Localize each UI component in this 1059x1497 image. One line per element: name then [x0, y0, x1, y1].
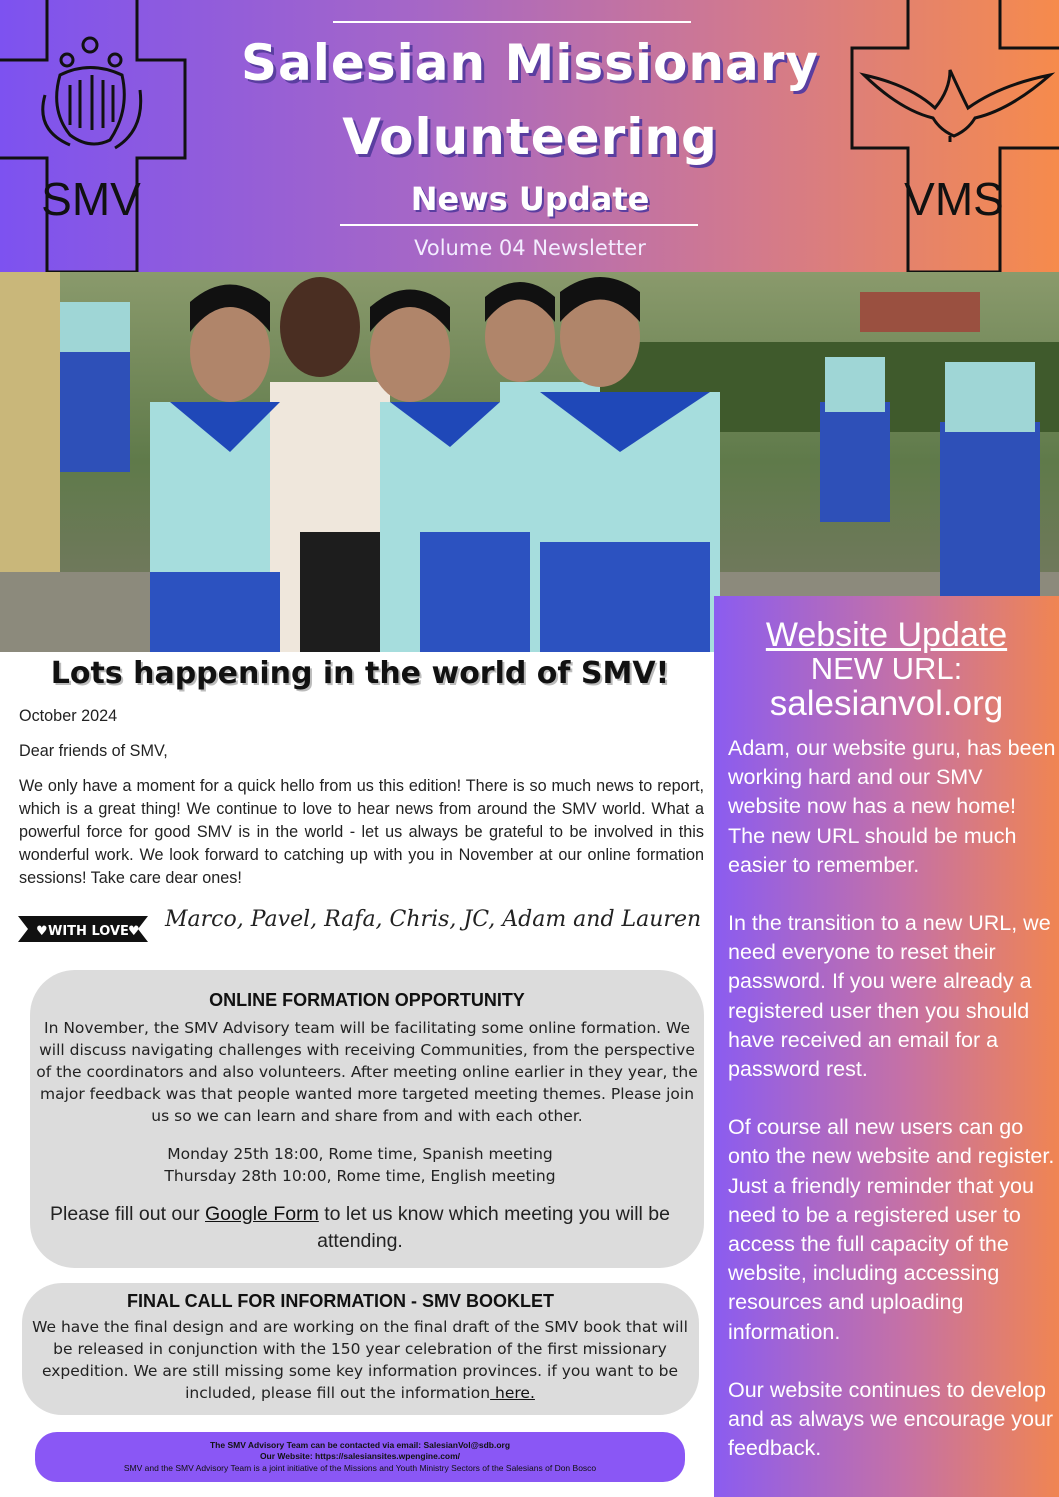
booklet-body: We have the final design and are working on the final draft of the SMV book that will be released in conjunction with the 150 year celebration of the first missionary expedition. We are still missing some key information provinces. if you want to be included, please fill out the information — [32, 1318, 688, 1402]
formation-cta-after: to let us know which meeting you will be attending. — [317, 1203, 670, 1252]
vms-cross-logo — [850, 0, 1059, 272]
letter-greeting: Dear friends of SMV, — [19, 742, 168, 760]
title-bottom-rule — [340, 224, 698, 226]
sidebar-paragraph-4: Our website continues to develop and as always we encourage your feedback. — [728, 1377, 1054, 1461]
footer-website: Our Website: https://salesiansites.wpengine.com/ — [259, 1451, 461, 1461]
booklet-text — [30, 1316, 690, 1404]
google-form-link[interactable]: Google Form — [205, 1203, 319, 1225]
booklet-box — [22, 1283, 699, 1415]
svg-text:♥: ♥ — [36, 924, 48, 939]
sidebar-body — [728, 734, 1058, 1492]
with-love-ribbon — [18, 912, 158, 946]
footer-contact: The SMV Advisory Team can be contacted via email: SalesianVol@sdb.org — [209, 1440, 511, 1450]
ribbon-text: WITH LOVE — [48, 924, 129, 939]
formation-text: In November, the SMV Advisory team will be facilitating some online formation. We will discuss navigating challenges with receiving Communities, from the perspective of the coordinators and also volunteers. After meeting online earlier in they year, the major feedback was that people wanted more targeted meeting themes. Please join us so we can learn and share from and with each other. — [36, 1019, 698, 1125]
volume-label: Volume 04 Newsletter — [414, 236, 646, 260]
sidebar-url[interactable]: salesianvol.org — [769, 684, 1004, 723]
title-top-rule — [333, 21, 691, 23]
formation-cta-before: Please fill out our — [50, 1203, 206, 1225]
group-photo — [0, 272, 1059, 652]
sidebar-paragraph-1: Adam, our website guru, has been working hard and our SMV website now has a new home! The new URL should be much easier to remember. — [728, 736, 1056, 877]
vms-logo-text: VMS — [904, 173, 1004, 225]
footer-banner — [35, 1432, 685, 1482]
smv-logo-text: SMV — [41, 173, 141, 225]
title-line-2: Volunteering — [342, 108, 718, 166]
formation-meeting-2: Thursday 28th 10:00, Rome time, English meeting — [164, 1167, 556, 1185]
subtitle: News Update — [410, 180, 650, 218]
formation-meeting-1: Monday 25th 18:00, Rome time, Spanish meeting — [167, 1145, 553, 1163]
title-line-1: Salesian Missionary — [241, 34, 819, 92]
sidebar-new-url-label: NEW URL: — [810, 651, 963, 686]
svg-text:♥: ♥ — [128, 924, 140, 939]
footer-initiative: SMV and the SMV Advisory Team is a joint initiative of the Missions and Youth Ministry Sectors of the Salesians of Don Bosco — [123, 1463, 597, 1473]
main-headline: Lots happening in the world of SMV! — [50, 656, 670, 691]
formation-cta — [35, 1201, 685, 1255]
formation-title: ONLINE FORMATION OPPORTUNITY — [209, 990, 525, 1010]
letter-date: October 2024 — [19, 707, 118, 725]
sidebar-title: Website Update — [765, 616, 1008, 654]
formation-box — [30, 970, 704, 1268]
sidebar-paragraph-2: In the transition to a new URL, we need everyone to reset their password. If you were already a registered user then you should have received an email for a password rest. — [728, 911, 1051, 1082]
booklet-here-link[interactable]: here. — [490, 1384, 535, 1402]
signature: Marco, Pavel, Rafa, Chris, JC, Adam and Lauren — [165, 907, 702, 932]
smv-cross-logo — [0, 0, 190, 272]
letter-body: We only have a moment for a quick hello from us this edition! There is so much news to report, which is a great thing! We continue to love to hear news from around the SMV world. What a powerful force for good SMV is in the world - let us always be grateful to be involved in this wonderful work. We look forward to catching up with you in November at our online formation sessions! Take care dear ones! — [19, 777, 704, 887]
sidebar-paragraph-3: Of course all new users can go onto the new website and register. Just a friendly reminder that you need to be a registered user to access the full capacity of the website, including accessing resources and uploading information. — [728, 1115, 1055, 1344]
booklet-title: FINAL CALL FOR INFORMATION - SMV BOOKLET — [127, 1291, 554, 1311]
